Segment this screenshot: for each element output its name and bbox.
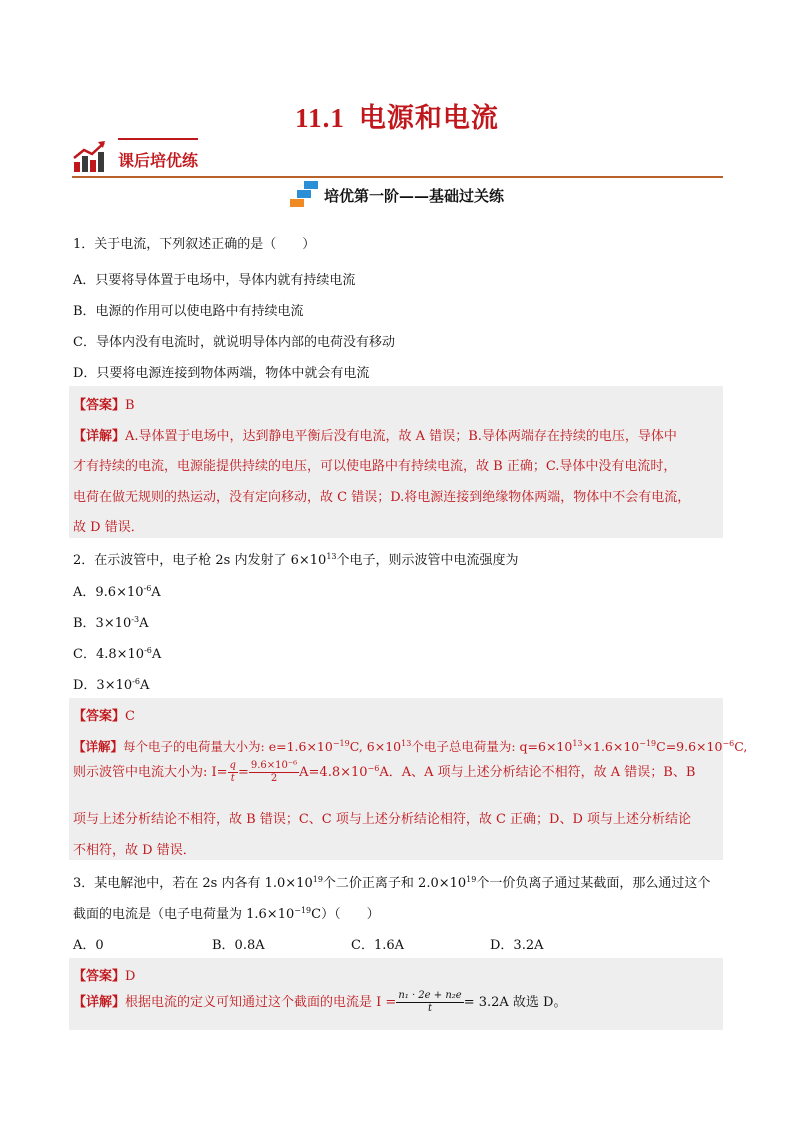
q2-d2-c: A．A、A 项与上述分析结论不相符，故 A 错误；B、B — [379, 765, 696, 780]
q1-answer — [73, 394, 135, 413]
q2-d1-b: C, 6×10 — [349, 739, 402, 754]
frac3-num: n₁ · 2e + n₂e — [398, 990, 462, 1001]
q2-opt-c-label: C．4.8×10 — [73, 647, 145, 662]
q2-option-c — [73, 643, 161, 662]
q2-option-d — [73, 674, 149, 693]
q3-detail-b: = 3.2A 故选 D。 — [463, 995, 567, 1010]
q2-d2-a: 则示波管中电流大小为: I= — [73, 765, 228, 780]
q3-stem-line-1 — [73, 872, 710, 891]
q2-d2-e: −6 — [367, 764, 380, 773]
frac1-den: t — [230, 773, 235, 784]
frac1-num: q — [229, 760, 236, 771]
q2-d1-f: C=9.6×10 — [656, 739, 723, 754]
q1-detail-line-2: 才有持续的电流，电源能提供持续的电压，可以使电路中有持续电流，故 B 正确；C.导体中没有电流时， — [73, 459, 677, 474]
q2-opt-c-exp: -6 — [144, 646, 152, 655]
answer-tag: 【答案】 — [73, 709, 126, 724]
q1-detail-line-3: 电荷在做无规则的热运动，没有定向移动，故 C 错误；D.将电源连接到绝缘物体两端，物体中不会有电流， — [73, 490, 691, 505]
q3-option-c: C．1.6A — [351, 938, 405, 953]
q3-option-a: A．0 — [73, 938, 104, 953]
q2-d2-eq: = — [237, 765, 249, 780]
stage-label: 培优第一阶——基础过关练 — [323, 187, 504, 205]
detail-tag: 【详解】 — [73, 995, 126, 1010]
q1-option-a: A．只要将导体置于电场中，导体内就有持续电流 — [73, 273, 356, 288]
frac2-num: 9.6×10⁻⁶ — [250, 760, 298, 771]
q3-stem-line-2 — [73, 903, 380, 922]
title-text: 电源和电流 — [358, 103, 499, 134]
q2-opt-d-unit: A — [139, 678, 150, 693]
title-number: 11.1 — [295, 103, 345, 133]
answer-tag: 【答案】 — [73, 969, 126, 984]
charge-over-time-fraction — [249, 760, 299, 785]
q3-s1-e2: 19 — [466, 875, 477, 884]
q3-answer — [73, 965, 135, 984]
q2-detail-line-1 — [73, 737, 747, 755]
q2-d1-e5: −6 — [722, 739, 735, 748]
frac2-den: 2 — [270, 773, 278, 784]
answer-tag: 【答案】 — [73, 398, 126, 413]
q1-detail-line-4: 故 D 错误． — [73, 520, 144, 535]
q2-stem — [73, 549, 519, 568]
page-title — [0, 96, 794, 135]
q3-option-d: D．3.2A — [490, 938, 544, 953]
stage-heading — [0, 181, 794, 207]
q2-opt-a-label: A．9.6×10 — [73, 585, 144, 600]
q2-d1-c: 个电子总电荷量为: q=6×10 — [411, 739, 573, 754]
section-label: 课后培优练 — [118, 151, 199, 170]
current-formula-fraction — [396, 990, 463, 1015]
q2-d1-d: ×1.6×10 — [582, 739, 640, 754]
q1-option-c: C．导体内没有电流时，就说明导体内部的电荷没有移动 — [73, 335, 395, 350]
header-top-rule — [118, 138, 198, 140]
detail-tag: 【详解】 — [73, 739, 124, 754]
q2-d1-e1: −19 — [332, 739, 350, 748]
q-over-t-fraction — [228, 760, 238, 785]
q3-s1-c: 个一价负离子通过某截面，那么通过这个 — [476, 876, 711, 891]
q2-detail-line-2 — [73, 760, 695, 785]
q1-detail-text-1: A.导体置于电场中，达到静电平衡后没有电流，故 A 错误；B.导体两端存在持续的电压，导体中 — [125, 429, 677, 444]
q2-opt-d-exp: -6 — [132, 677, 140, 686]
q2-option-a — [73, 581, 161, 600]
q2-opt-a-exp: -6 — [143, 584, 152, 593]
q2-opt-d-label: D．3×10 — [73, 678, 133, 693]
q2-detail-line-4: 不相符，故 D 错误． — [73, 843, 196, 858]
q2-answer-box — [69, 698, 748, 860]
q2-d1-a: 每个电子的电荷量大小为: e=1.6×10 — [123, 739, 333, 754]
q2-d1-e2: 13 — [401, 739, 412, 748]
q3-s2-a: 截面的电流是（电子电荷量为 1.6×10 — [73, 907, 295, 922]
q3-s2-e: −19 — [294, 906, 312, 915]
q2-d1-e4: −19 — [639, 739, 657, 748]
q2-opt-c-unit: A — [151, 647, 162, 662]
q2-d1-g: C, — [734, 739, 748, 754]
q3-detail-a: 根据电流的定义可知通过这个截面的电流是 I = — [125, 995, 397, 1010]
q2-opt-a-unit: A — [151, 585, 161, 600]
q2-opt-b-unit: A — [139, 616, 149, 631]
frac3-den: t — [427, 1003, 433, 1014]
q2-d1-e3: 13 — [572, 739, 583, 748]
q3-s1-a: 3．某电解池中，若在 2s 内各有 1.0×10 — [73, 876, 313, 891]
q1-detail-line-1 — [73, 425, 677, 444]
q1-answer-value: B — [125, 398, 135, 413]
q3-answer-value: D — [125, 969, 136, 984]
q3-options — [73, 934, 544, 953]
q2-opt-b-label: B．3×10 — [73, 616, 132, 631]
header-bottom-rule — [72, 176, 723, 178]
q2-option-b — [73, 612, 148, 631]
q2-opt-b-exp: -3 — [131, 615, 140, 624]
q2-d2-b: A=4.8×10 — [299, 765, 368, 780]
stairs-icon — [290, 181, 318, 207]
q1-option-d: D．只要将电源连接到物体两端，物体中就会有电流 — [73, 366, 370, 381]
q3-s1-b: 个二价正离子和 2.0×10 — [322, 876, 467, 891]
q2-detail-line-3: 项与上述分析结论不相符，故 B 错误；C、C 项与上述分析结论相符，故 C 正确；D、D 项与上述分析结论 — [73, 812, 692, 827]
q1-answer-box — [69, 386, 723, 538]
growth-chart-icon — [72, 140, 108, 174]
q1-stem: 1．关于电流，下列叙述正确的是（ ） — [73, 237, 316, 252]
section-header — [72, 138, 723, 178]
q2-stem-exp: 13 — [326, 552, 337, 561]
detail-tag: 【详解】 — [73, 429, 126, 444]
q3-detail-line — [73, 990, 566, 1016]
q2-stem-b: 个电子，则示波管中电流强度为 — [336, 553, 519, 568]
q1-option-b: B．电源的作用可以使电路中有持续电流 — [73, 304, 304, 319]
q2-answer-value: C — [125, 709, 135, 724]
q2-answer — [73, 705, 135, 724]
q3-answer-box — [69, 958, 723, 1030]
q3-s1-e1: 19 — [312, 875, 323, 884]
q2-stem-a: 2．在示波管中，电子枪 2s 内发射了 6×10 — [73, 553, 327, 568]
q3-s2-b: C）（ ） — [311, 907, 380, 922]
q3-option-b: B．0.8A — [212, 938, 265, 953]
